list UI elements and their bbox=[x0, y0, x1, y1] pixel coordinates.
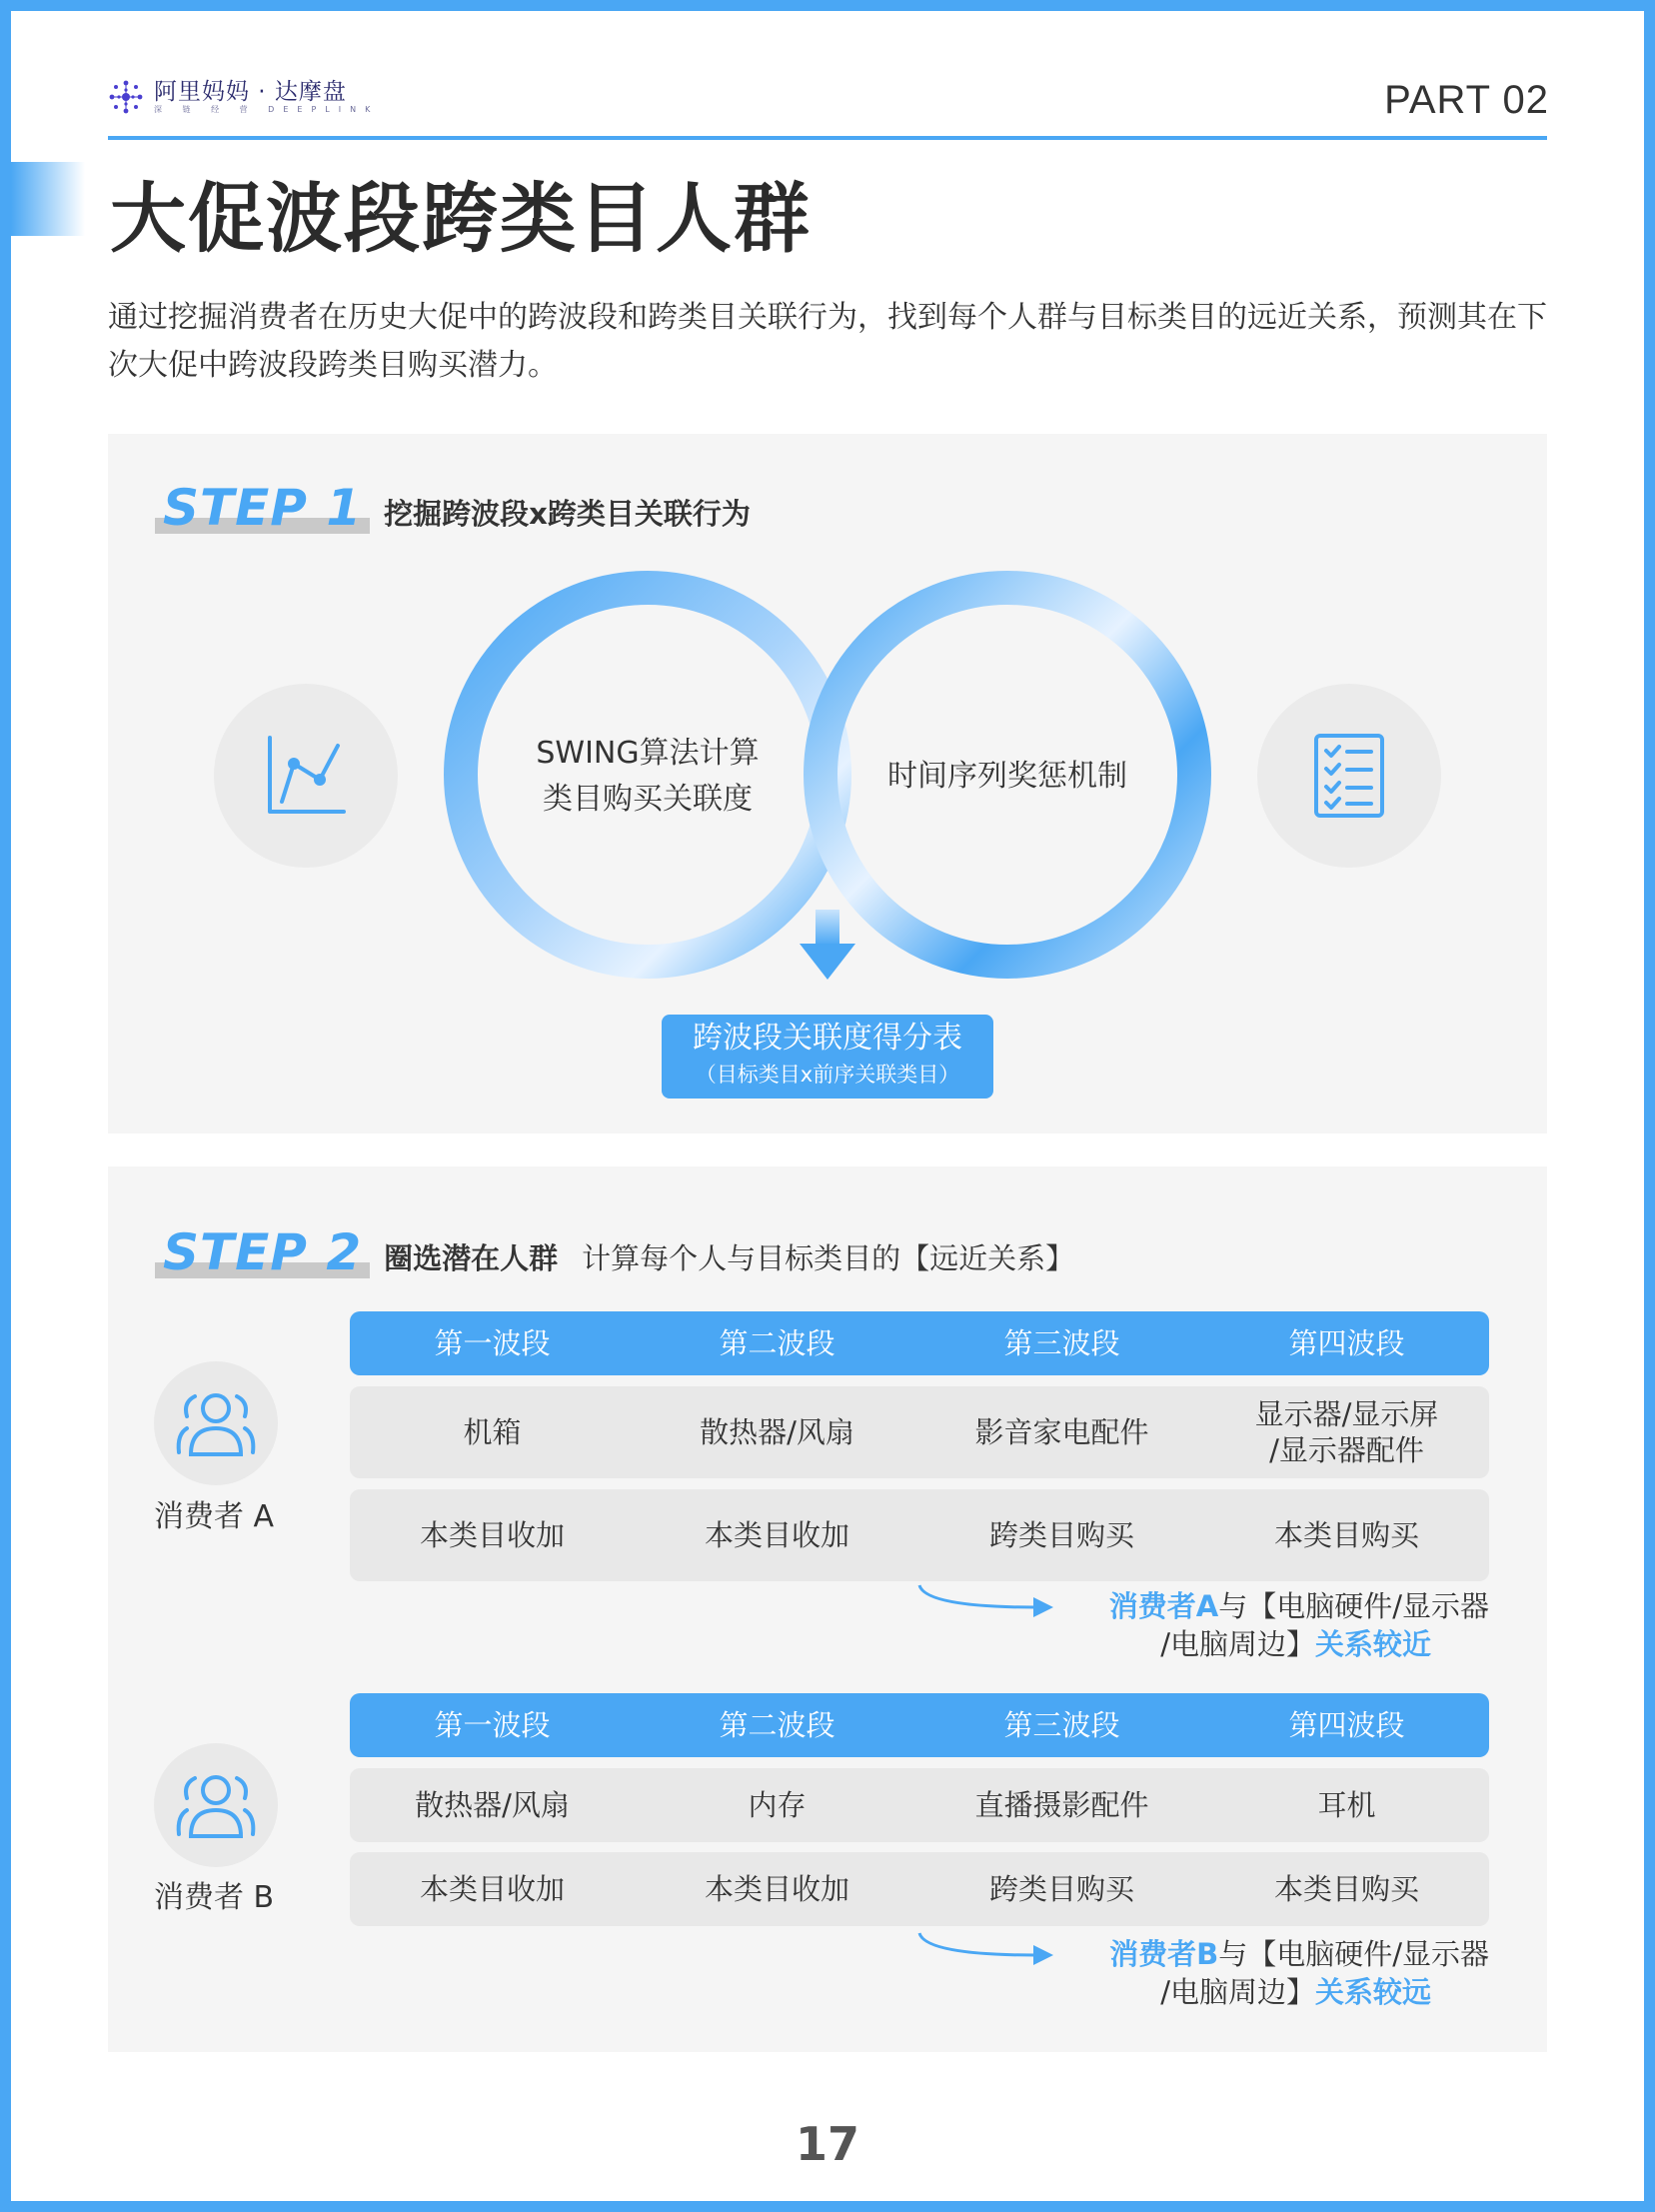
category-cell: 耳机 bbox=[1317, 1788, 1376, 1822]
intro-paragraph: 通过挖掘消费者在历史大促中的跨波段和跨类目关联行为，找到每个人群与目标类目的远近关系，预测其在下次大促中跨波段跨类目购买潜力。 bbox=[108, 300, 1547, 383]
user-group-icon bbox=[173, 1388, 259, 1458]
relation-result: 关系较远 bbox=[1314, 1975, 1431, 2009]
category-cell: 机箱 bbox=[463, 1415, 522, 1449]
score-table-box bbox=[662, 1015, 993, 1099]
step1-tag: STEP 1 bbox=[155, 480, 370, 536]
action-cell: 本类目收加 bbox=[419, 1518, 565, 1552]
consumer-a-action-row bbox=[350, 1489, 1489, 1581]
category-cell: 直播摄影配件 bbox=[974, 1788, 1149, 1822]
page-number: 17 bbox=[795, 2117, 859, 2171]
consumer-b-category-row bbox=[350, 1768, 1489, 1842]
step1-heading bbox=[155, 480, 751, 536]
consumer-b-wave-header bbox=[350, 1693, 1489, 1757]
left-ring-text bbox=[498, 731, 798, 823]
logo-subtitle: 深 链 经 营 DEEPLINK bbox=[154, 105, 380, 114]
checklist-icon bbox=[1313, 733, 1385, 819]
score-table-subtitle: （目标类目x前序关联类目） bbox=[695, 1063, 960, 1087]
step2-heading bbox=[155, 1224, 1074, 1280]
action-cell: 本类目收加 bbox=[704, 1518, 849, 1552]
step1-desc: 挖掘跨波段x跨类目关联行为 bbox=[384, 497, 751, 531]
category-cell: 显示器/显示屏 /显示器配件 bbox=[1254, 1397, 1439, 1467]
action-cell: 本类目购买 bbox=[1273, 1872, 1419, 1906]
wave-header-cell: 第四波段 bbox=[1288, 1326, 1405, 1360]
wave-header-cell: 第二波段 bbox=[719, 1326, 835, 1360]
page-title: 大促波段跨类目人群 bbox=[110, 174, 812, 263]
part-label: PART 02 bbox=[1384, 78, 1549, 122]
relation-result: 关系较近 bbox=[1314, 1627, 1431, 1661]
right-side-circle bbox=[1257, 684, 1441, 868]
category-cell: 散热器/风扇 bbox=[700, 1415, 854, 1449]
wave-header-cell: 第一波段 bbox=[434, 1708, 551, 1742]
action-cell: 本类目购买 bbox=[1273, 1518, 1419, 1552]
step2-tag: STEP 2 bbox=[155, 1224, 370, 1280]
step2-extra: 计算每个人与目标类目的【远近关系】 bbox=[582, 1241, 1075, 1275]
relation-text: /电脑周边】 bbox=[1160, 1975, 1315, 2009]
relation-text: 与【电脑硬件/显示器 bbox=[1218, 1589, 1489, 1623]
action-cell: 跨类目购买 bbox=[988, 1872, 1134, 1906]
left-ring-line1: SWING算法计算 bbox=[536, 736, 760, 771]
category-cell: 散热器/风扇 bbox=[415, 1788, 570, 1822]
consumer-b-action-row bbox=[350, 1852, 1489, 1926]
consumer-a-label: 消费者 A bbox=[154, 1499, 275, 1534]
consumer-a-avatar bbox=[154, 1361, 278, 1485]
wave-header-cell: 第二波段 bbox=[719, 1708, 835, 1742]
category-cell: 影音家电配件 bbox=[974, 1415, 1149, 1449]
category-cell: 内存 bbox=[748, 1788, 807, 1822]
left-side-circle bbox=[214, 684, 398, 868]
action-cell: 跨类目购买 bbox=[988, 1518, 1134, 1552]
relation-consumer-name: 消费者B bbox=[1109, 1937, 1219, 1971]
action-cell: 本类目收加 bbox=[419, 1872, 565, 1906]
wave-header-cell: 第一波段 bbox=[434, 1326, 551, 1360]
consumer-a-relation bbox=[999, 1587, 1489, 1663]
line-chart-icon bbox=[264, 734, 348, 818]
logo-title: 阿里妈妈 · 达摩盘 bbox=[154, 79, 347, 105]
consumer-a-wave-header bbox=[350, 1311, 1489, 1375]
consumer-a-category-row bbox=[350, 1386, 1489, 1478]
wave-header-cell: 第四波段 bbox=[1288, 1708, 1405, 1742]
relation-text: /电脑周边】 bbox=[1160, 1627, 1315, 1661]
wave-header-cell: 第三波段 bbox=[1003, 1326, 1120, 1360]
step2-desc: 圈选潜在人群 bbox=[384, 1241, 559, 1275]
consumer-b-avatar bbox=[154, 1743, 278, 1867]
left-ring-line2: 类目购买关联度 bbox=[543, 782, 753, 817]
consumer-b-label: 消费者 B bbox=[154, 1880, 275, 1915]
logo bbox=[106, 75, 379, 119]
action-cell: 本类目收加 bbox=[704, 1872, 849, 1906]
user-group-icon bbox=[173, 1770, 259, 1840]
header-divider bbox=[108, 136, 1547, 140]
wave-header-cell: 第三波段 bbox=[1003, 1708, 1120, 1742]
consumer-b-relation bbox=[999, 1935, 1489, 2011]
relation-consumer-name: 消费者A bbox=[1108, 1589, 1219, 1623]
relation-text: 与【电脑硬件/显示器 bbox=[1218, 1937, 1489, 1971]
title-accent-bar bbox=[11, 162, 85, 236]
score-table-title: 跨波段关联度得分表 bbox=[693, 1021, 962, 1056]
logo-mark-icon bbox=[106, 77, 146, 117]
right-ring-text: 时间序列奖惩机制 bbox=[887, 759, 1127, 794]
